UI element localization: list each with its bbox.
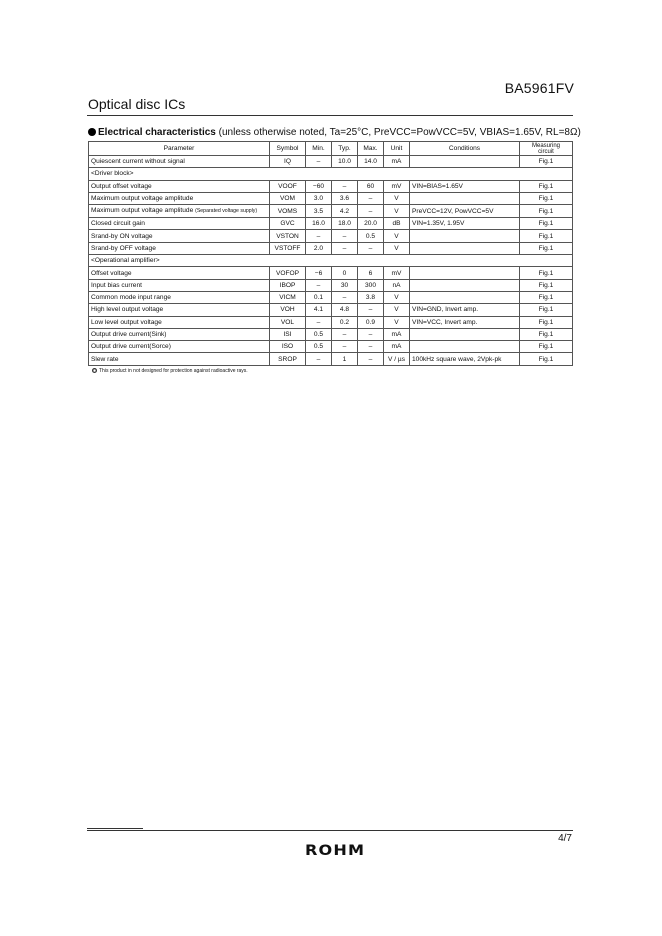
- cell-typ: –: [332, 230, 358, 242]
- table-row: [89, 230, 573, 242]
- cell-typ: 18.0: [332, 218, 358, 230]
- cell-max: 3.8: [358, 291, 384, 303]
- parameter-text: Maximum output voltage amplitude: [91, 207, 194, 215]
- cell-symbol: VOM: [270, 192, 306, 204]
- table-row: [89, 192, 573, 204]
- cell-conditions: [410, 279, 520, 291]
- cell-typ: 0: [332, 267, 358, 279]
- cell-typ: –: [332, 291, 358, 303]
- section-heading: [88, 127, 581, 138]
- cell-max: –: [358, 353, 384, 365]
- cell-circuit: Fig.1: [520, 341, 573, 353]
- cell-circuit: Fig.1: [520, 218, 573, 230]
- table-row: [89, 180, 573, 192]
- header-rule: [87, 115, 573, 116]
- cell-circuit: Fig.1: [520, 205, 573, 218]
- cell-min: 2.0: [306, 242, 332, 254]
- cell-parameter: Offset voltage: [89, 267, 270, 279]
- cell-symbol: IQ: [270, 156, 306, 168]
- note-text: This product in not designed for protection against radioactive rays.: [99, 368, 248, 374]
- cell-typ: 10.0: [332, 156, 358, 168]
- cell-parameter: Quiescent current without signal: [89, 156, 270, 168]
- table-row: [89, 156, 573, 168]
- cell-conditions: VIN=GND, Invert amp.: [410, 304, 520, 316]
- cell-circuit: Fig.1: [520, 156, 573, 168]
- cell-typ: –: [332, 341, 358, 353]
- cell-max: –: [358, 341, 384, 353]
- cell-symbol: VOFOP: [270, 267, 306, 279]
- cell-unit: V: [384, 230, 410, 242]
- document-category: Optical disc ICs: [88, 96, 186, 112]
- cell-circuit: Fig.1: [520, 230, 573, 242]
- table-row: [89, 341, 573, 353]
- cell-symbol: VOH: [270, 304, 306, 316]
- cell-parameter: Srand-by OFF voltage: [89, 242, 270, 254]
- section-title: Electrical characteristics: [98, 127, 216, 138]
- page-number: 4/7: [558, 833, 572, 844]
- cell-max: 14.0: [358, 156, 384, 168]
- cell-unit: V: [384, 205, 410, 218]
- header-typ: Typ.: [332, 142, 358, 156]
- cell-symbol: VICM: [270, 291, 306, 303]
- cell-circuit: Fig.1: [520, 291, 573, 303]
- cell-symbol: ISI: [270, 328, 306, 340]
- cell-circuit: Fig.1: [520, 304, 573, 316]
- cell-circuit: Fig.1: [520, 316, 573, 328]
- cell-max: –: [358, 328, 384, 340]
- cell-unit: mA: [384, 156, 410, 168]
- cell-min: 3.0: [306, 192, 332, 204]
- cell-parameter: Common mode input range: [89, 291, 270, 303]
- cell-min: –: [306, 156, 332, 168]
- cell-conditions: [410, 267, 520, 279]
- cell-conditions: [410, 192, 520, 204]
- cell-unit: V: [384, 316, 410, 328]
- cell-symbol: GVC: [270, 218, 306, 230]
- cell-max: 0.9: [358, 316, 384, 328]
- cell-unit: nA: [384, 279, 410, 291]
- header-measuring-line2: circuit: [538, 149, 554, 155]
- header-measuring-line1: Measuring: [531, 143, 560, 149]
- cell-circuit: Fig.1: [520, 353, 573, 365]
- section-label: <Driver block>: [89, 168, 573, 180]
- table-header-row: [89, 142, 573, 156]
- rohm-logo: ROHM: [305, 843, 366, 859]
- cell-conditions: 100kHz square wave, 2Vpk-pk: [410, 353, 520, 365]
- cell-min: 0.1: [306, 291, 332, 303]
- table-row: [89, 353, 573, 365]
- cell-min: 0.5: [306, 328, 332, 340]
- cell-max: 6: [358, 267, 384, 279]
- cell-conditions: [410, 230, 520, 242]
- table-row: [89, 267, 573, 279]
- cell-typ: 3.6: [332, 192, 358, 204]
- cell-symbol: VOL: [270, 316, 306, 328]
- cell-parameter: Closed circuit gain: [89, 218, 270, 230]
- cell-typ: –: [332, 242, 358, 254]
- bullet-icon: [88, 128, 96, 136]
- cell-conditions: VIN=1.35V, 1.95V: [410, 218, 520, 230]
- cell-min: 4.1: [306, 304, 332, 316]
- cell-circuit: Fig.1: [520, 279, 573, 291]
- cell-parameter: Maximum output voltage amplitude: [89, 192, 270, 204]
- cell-circuit: Fig.1: [520, 192, 573, 204]
- cell-unit: V / µs: [384, 353, 410, 365]
- cell-typ: 4.2: [332, 205, 358, 218]
- electrical-characteristics-table: [88, 141, 573, 366]
- cell-unit: mV: [384, 267, 410, 279]
- cell-max: 20.0: [358, 218, 384, 230]
- cell-unit: V: [384, 291, 410, 303]
- cell-parameter: Output drive current(Sorce): [89, 341, 270, 353]
- cell-typ: 1: [332, 353, 358, 365]
- cell-typ: 0.2: [332, 316, 358, 328]
- cell-typ: 30: [332, 279, 358, 291]
- cell-max: –: [358, 304, 384, 316]
- cell-min: –: [306, 279, 332, 291]
- cell-conditions: PreVCC=12V, PowVCC=5V: [410, 205, 520, 218]
- cell-symbol: IBOP: [270, 279, 306, 291]
- cell-symbol: SROP: [270, 353, 306, 365]
- cell-parameter: Srand-by ON voltage: [89, 230, 270, 242]
- cell-typ: –: [332, 328, 358, 340]
- table-row: [89, 218, 573, 230]
- header-measuring-circuit: [520, 142, 573, 156]
- table-row: [89, 242, 573, 254]
- header-conditions: Conditions: [410, 142, 520, 156]
- cell-circuit: Fig.1: [520, 180, 573, 192]
- part-number: BA5961FV: [504, 80, 574, 96]
- section-row: [89, 255, 573, 267]
- cell-max: 60: [358, 180, 384, 192]
- cell-symbol: VSTOFF: [270, 242, 306, 254]
- header-unit: Unit: [384, 142, 410, 156]
- cell-circuit: Fig.1: [520, 267, 573, 279]
- cell-typ: –: [332, 180, 358, 192]
- cell-unit: V: [384, 192, 410, 204]
- cell-unit: mA: [384, 341, 410, 353]
- cell-conditions: VIN=BIAS=1.65V: [410, 180, 520, 192]
- section-label: <Operational amplifier>: [89, 255, 573, 267]
- cell-unit: dB: [384, 218, 410, 230]
- section-conditions: (unless otherwise noted, Ta=25°C, PreVCC=PowVCC=5V, VBIAS=1.65V, RL=8Ω): [218, 127, 581, 138]
- cell-unit: V: [384, 242, 410, 254]
- cell-min: −60: [306, 180, 332, 192]
- cell-conditions: [410, 242, 520, 254]
- footer-short-rule: [87, 828, 143, 829]
- cell-parameter: Low level output voltage: [89, 316, 270, 328]
- header-max: Max.: [358, 142, 384, 156]
- cell-max: 300: [358, 279, 384, 291]
- header-parameter: Parameter: [89, 142, 270, 156]
- table-row: [89, 279, 573, 291]
- cell-min: −6: [306, 267, 332, 279]
- table-row: [89, 291, 573, 303]
- cell-min: –: [306, 316, 332, 328]
- table-body: [89, 156, 573, 366]
- footer-rule: [87, 830, 573, 831]
- section-row: [89, 168, 573, 180]
- note-marker-icon: ✱: [92, 368, 97, 374]
- table-row: [89, 205, 573, 218]
- table-row: [89, 316, 573, 328]
- footnote: [92, 368, 248, 374]
- header-symbol: Symbol: [270, 142, 306, 156]
- cell-symbol: ISO: [270, 341, 306, 353]
- cell-unit: mV: [384, 180, 410, 192]
- cell-unit: V: [384, 304, 410, 316]
- cell-max: –: [358, 205, 384, 218]
- cell-max: –: [358, 242, 384, 254]
- cell-max: 0.5: [358, 230, 384, 242]
- cell-min: 3.5: [306, 205, 332, 218]
- table-row: [89, 304, 573, 316]
- cell-circuit: Fig.1: [520, 328, 573, 340]
- cell-symbol: VOMS: [270, 205, 306, 218]
- cell-min: 16.0: [306, 218, 332, 230]
- cell-parameter: High level output voltage: [89, 304, 270, 316]
- cell-conditions: VIN=VCC, Invert amp.: [410, 316, 520, 328]
- cell-circuit: Fig.1: [520, 242, 573, 254]
- cell-parameter: Output drive current(Sink): [89, 328, 270, 340]
- cell-conditions: [410, 291, 520, 303]
- parameter-note: (Separated voltage supply): [195, 208, 258, 215]
- cell-conditions: [410, 341, 520, 353]
- cell-min: –: [306, 230, 332, 242]
- cell-typ: 4.8: [332, 304, 358, 316]
- cell-parameter: [89, 205, 270, 218]
- cell-parameter: Input bias current: [89, 279, 270, 291]
- cell-symbol: VSTON: [270, 230, 306, 242]
- cell-unit: mA: [384, 328, 410, 340]
- cell-symbol: VOOF: [270, 180, 306, 192]
- header-min: Min.: [306, 142, 332, 156]
- cell-conditions: [410, 156, 520, 168]
- cell-parameter: Output offset voltage: [89, 180, 270, 192]
- cell-min: –: [306, 353, 332, 365]
- cell-conditions: [410, 328, 520, 340]
- cell-parameter: Slew rate: [89, 353, 270, 365]
- table-row: [89, 328, 573, 340]
- cell-max: –: [358, 192, 384, 204]
- cell-min: 0.5: [306, 341, 332, 353]
